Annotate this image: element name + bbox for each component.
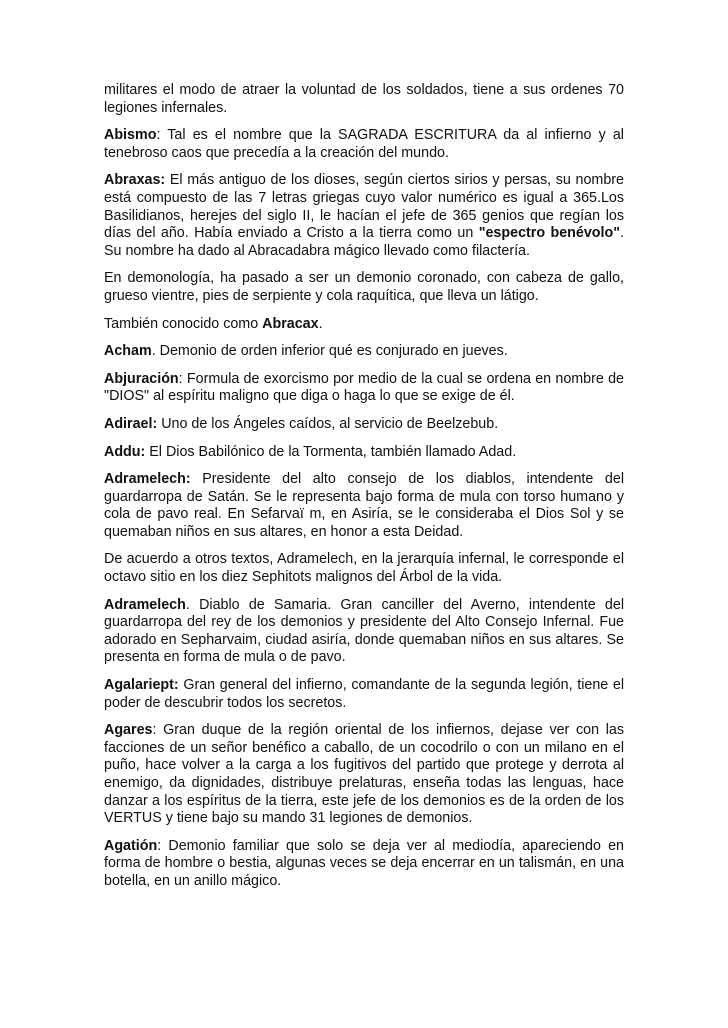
body-text: . Su nombre ha dado al Abracadabra mágico llevado como filactería. [104, 225, 624, 259]
paragraph [104, 444, 624, 462]
bold-text: "espectro benévolo" [478, 225, 621, 242]
paragraph [104, 316, 624, 334]
bold-text: Adramelech: [104, 471, 191, 488]
bold-text: Abracax [262, 315, 319, 332]
paragraph [104, 597, 624, 667]
bold-text: Abismo [104, 127, 157, 144]
paragraph [104, 551, 624, 586]
body-text: Presidente del alto consejo de los diablos, intendente del guardarropa de Satán. Se le representa bajo forma de mula con torso humano y cola de pavo real. En Sefarvaï m, en Asiría, se le consideraba el Dios Sol y se quemaban niños en sus altares, en honor a esta Deidad. [104, 471, 624, 540]
body-text: . [318, 315, 323, 332]
paragraph [104, 127, 624, 162]
body-text: Gran general del infierno, comandante de la segunda legión, tiene el poder de descubrir todos los secretos. [104, 677, 624, 711]
body-text: En demonología, ha pasado a ser un demonio coronado, con cabeza de gallo, grueso vientre, pies de serpiente y cola raquítica, que lleva un látigo. [104, 270, 624, 304]
paragraph [104, 82, 624, 117]
paragraph [104, 343, 624, 361]
bold-text: Adirael: [104, 415, 158, 432]
body-text: : Gran duque de la región oriental de los infiernos, dejase ver con las facciones de un señor benéfico a caballo, de un cocodrilo o con un milano en el puño, hace volver a la carga a los fugitivos del partido que protege y derrota al enemigo, da dignidades, distribuye prelaturas, enseña todas las lenguas, hace danzar a los espíritus de la tierra, este jefe de los demonios es de la orden de los VERTUS y tiene bajo su mando 31 legiones de demonios. [104, 722, 624, 827]
body-text: También conocido como [104, 315, 263, 332]
paragraph [104, 172, 624, 260]
paragraph [104, 838, 624, 891]
body-text: . Demonio de orden inferior qué es conjurado en jueves. [151, 343, 508, 360]
bold-text: Agares [104, 722, 153, 739]
body-text: : Formula de exorcismo por medio de la cual se ordena en nombre de "DIOS" al espíritu maligno que diga o haga lo que se exige de él. [104, 370, 624, 405]
bold-text: Addu: [104, 443, 146, 460]
paragraph [104, 270, 624, 305]
body-text: militares el modo de atraer la voluntad de los soldados, tiene a sus ordenes 70 legiones infernales. [104, 82, 624, 116]
body-text: . Diablo de Samaria. Gran canciller del Averno, intendente del guardarropa del rey de los demonios y presidente del Alto Consejo Infernal. Fue adorado en Sepharvaim, ciudad asiría, donde quemaban niños en sus altares. Se presenta en forma de mula o de pavo. [104, 596, 624, 666]
document-page [104, 82, 624, 901]
paragraph [104, 722, 624, 828]
body-text: El más antiguo de los dioses, según ciertos sirios y persas, su nombre está compuesto de las 7 letras griegas cuyo valor numérico es igual a 365.Los Basilidianos, herejes del siglo II, le hacían el jefe de 365 genios que regían los días del año. Había enviado a Cristo a la tierra como un [104, 172, 624, 242]
paragraph [104, 677, 624, 712]
bold-text: Abjuración [104, 370, 179, 387]
body-text: : Demonio familiar que solo se deja ver al mediodía, apareciendo en forma de hombre o bestia, algunas veces se deja encerrar en un talismán, en una botella, en un anillo mágico. [104, 837, 624, 889]
bold-text: Agalariept: [104, 677, 179, 694]
bold-text: Agatión [104, 837, 158, 854]
bold-text: Acham [104, 343, 152, 360]
paragraph [104, 471, 624, 541]
body-text: De acuerdo a otros textos, Adramelech, en la jerarquía infernal, le corresponde el octavo sitio en los diez Sephitots malignos del Árbol de la vida. [104, 551, 624, 586]
paragraph [104, 371, 624, 406]
body-text: El Dios Babilónico de la Tormenta, también llamado Adad. [145, 443, 517, 460]
paragraph [104, 416, 624, 434]
body-text: Uno de los Ángeles caídos, al servicio de Beelzebub. [157, 415, 499, 432]
bold-text: Abraxas: [104, 172, 166, 189]
bold-text: Adramelech [104, 596, 186, 613]
body-text: : Tal es el nombre que la SAGRADA ESCRITURA da al infierno y al tenebroso caos que precedía a la creación del mundo. [104, 127, 624, 161]
